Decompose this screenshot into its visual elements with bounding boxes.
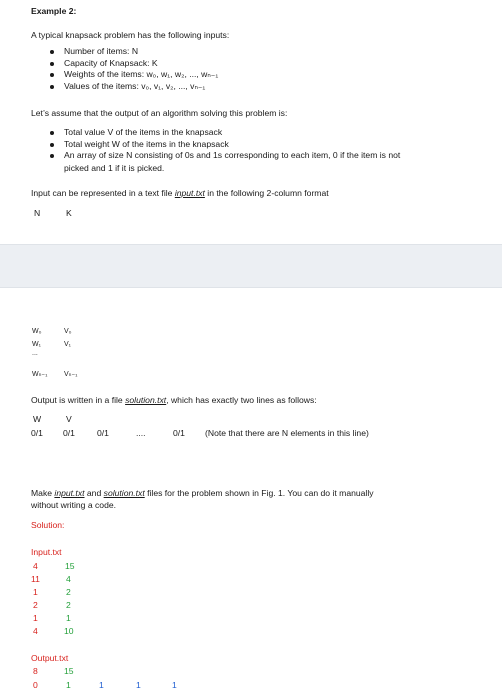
output-desc: Output is written in a file solution.txt, which has exactly two lines as follows:	[31, 395, 317, 405]
input-row-3-right: 2	[66, 600, 71, 610]
make-instruction: Make input.txt and solution.txt files for the problem shown in Fig. 1. You can do it manually	[31, 488, 374, 498]
input-row-1-right: 4	[66, 574, 71, 584]
input-row-3-left: 2	[33, 600, 38, 610]
input-row-5-left: 4	[33, 626, 38, 636]
bit-ellipsis: ....	[136, 428, 146, 438]
example-heading: Example 2:	[31, 6, 77, 16]
solution-label: Solution:	[31, 520, 65, 530]
output-bit-4: 1	[172, 680, 177, 690]
output-continuation: picked and 1 if it is picked.	[64, 163, 165, 173]
row-v1: V₁	[64, 341, 72, 348]
bits-note: (Note that there are N elements in this line)	[205, 428, 369, 438]
assume-text: Let’s assume that the output of an algorithm solving this problem is:	[31, 108, 288, 118]
list-item: Capacity of Knapsack: K	[48, 58, 218, 70]
output-row-1-w: 8	[33, 666, 38, 676]
output-bit-0: 0	[33, 680, 38, 690]
input-row-4-left: 1	[33, 613, 38, 623]
input-row-0-left: 4	[33, 561, 38, 571]
list-item: Total value V of the items in the knapsack	[48, 127, 400, 139]
bit-0: 0/1	[31, 428, 43, 438]
bit-1: 0/1	[63, 428, 75, 438]
output-bit-1: 1	[66, 680, 71, 690]
list-item: Values of the items: v₀, v₁, v₂, ..., vₙ₋₁	[48, 81, 218, 93]
output-bit-2: 1	[99, 680, 104, 690]
col-k: K	[66, 208, 72, 218]
solution-file-link-2: solution.txt	[103, 488, 145, 498]
input-repr-text: Input can be represented in a text file input.txt in the following 2-column format	[31, 188, 329, 198]
list-item: Total weight W of the items in the knapsack	[48, 139, 400, 151]
make-instruction-line2: without writing a code.	[31, 500, 117, 510]
row-w0: W₀	[32, 328, 42, 335]
input-row-4-right: 1	[66, 613, 71, 623]
output-bit-3: 1	[136, 680, 141, 690]
row-w1: W₁	[32, 341, 41, 348]
row-ellipsis: ...	[32, 350, 38, 357]
input-row-2-right: 2	[66, 587, 71, 597]
row-v0: V₀	[64, 328, 72, 335]
page-gap	[0, 244, 502, 288]
list-item: Number of items: N	[48, 46, 218, 58]
list-item: Weights of the items: w₀, w₁, w₂, ..., wₙ₋₁	[48, 69, 218, 81]
input-row-0-right: 15	[65, 561, 75, 571]
row-vn1: Vₙ₋₁	[64, 371, 78, 378]
row-wn1: Wₙ₋₁	[32, 371, 48, 378]
inputs-list	[48, 46, 218, 93]
input-row-5-right: 10	[64, 626, 74, 636]
output-file-label: Output.txt	[31, 653, 69, 663]
input-file-label: Input.txt	[31, 547, 62, 557]
col-n: N	[34, 208, 41, 218]
bit-last: 0/1	[173, 428, 185, 438]
intro-text: A typical knapsack problem has the following inputs:	[31, 30, 230, 40]
solution-file-link: solution.txt	[125, 395, 167, 405]
output-row-1-v: 15	[64, 666, 74, 676]
input-row-2-left: 1	[33, 587, 38, 597]
outputs-list	[48, 127, 400, 162]
list-item: An array of size N consisting of 0s and 1s corresponding to each item, 0 if the item is not	[48, 150, 400, 162]
out-w-label: W	[33, 414, 42, 424]
input-file-link: input.txt	[174, 188, 205, 198]
input-row-1-left: 11	[31, 574, 40, 584]
input-file-link-2: input.txt	[54, 488, 85, 498]
bit-2: 0/1	[97, 428, 109, 438]
out-v-label: V	[66, 414, 72, 424]
